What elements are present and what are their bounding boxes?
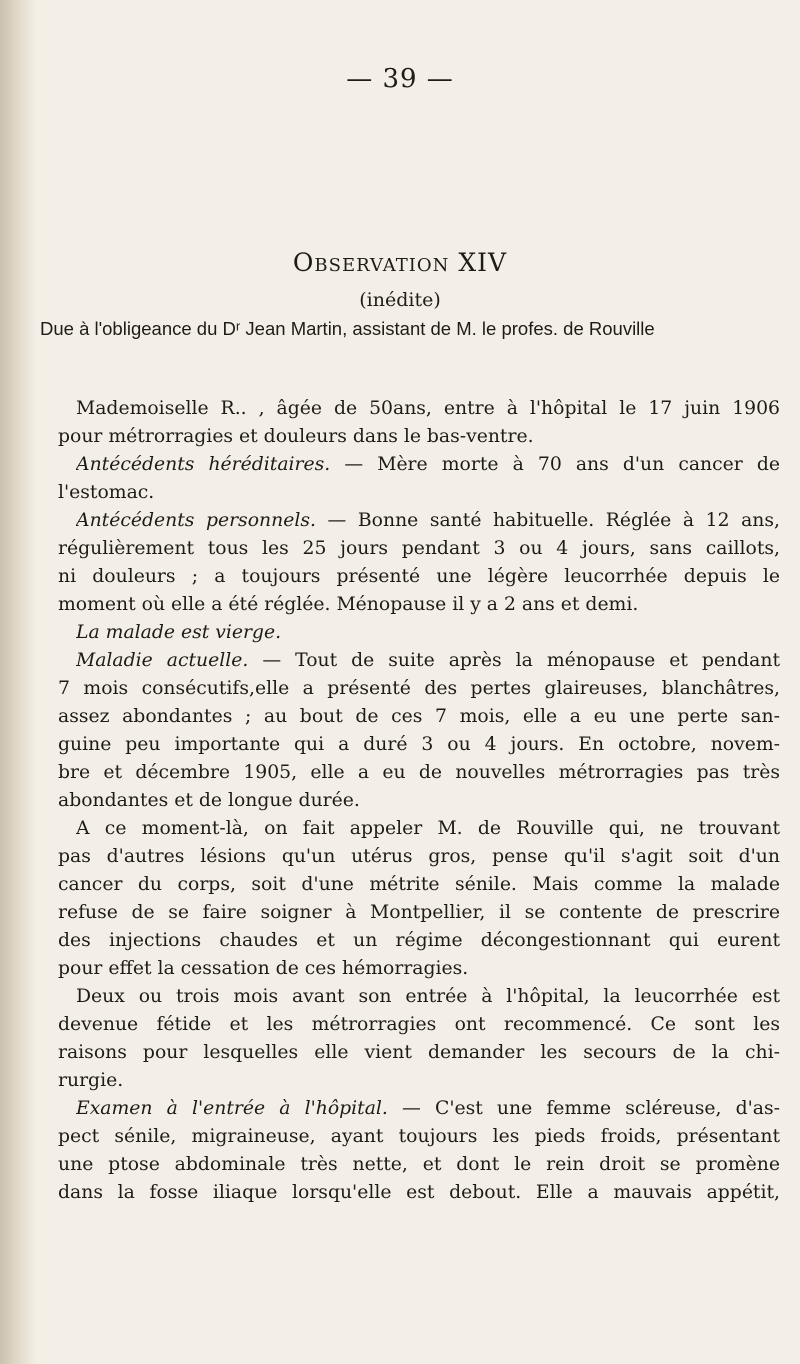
- text-line: Antécédents personnels. — Bonne santé habituelle. Réglée à 12 ans,: [76, 510, 780, 531]
- text-line: dans la fosse iliaque lorsqu'elle est debout. Elle a mauvais appétit,: [58, 1182, 780, 1203]
- text-line: moment où elle a été réglée. Ménopause il y a 2 ans et demi.: [58, 594, 639, 615]
- text-line: Antécédents héréditaires. — Mère morte à 70 ans d'un cancer de: [76, 454, 780, 475]
- text-line: devenue fétide et les métrorragies ont recommencé. Ce sont les: [58, 1014, 780, 1035]
- text-line: bre et décembre 1905, elle a eu de nouvelles métrorragies pas très: [58, 762, 780, 783]
- text-line: cancer du corps, soit d'une métrite sénile. Mais comme la malade: [58, 874, 780, 895]
- text-line: pour effet la cessation de ces hémorragies.: [58, 958, 469, 979]
- text-line: une ptose abdominale très nette, et dont le rein droit se promène: [58, 1154, 780, 1175]
- text-line: assez abondantes ; au bout de ces 7 mois, elle a eu une perte san-: [58, 706, 780, 727]
- text-line: guine peu importante qui a duré 3 ou 4 jours. En octobre, novem-: [58, 734, 780, 755]
- text-line: l'estomac.: [58, 482, 155, 503]
- text-line: pect sénile, migraineuse, ayant toujours les pieds froids, présentant: [58, 1126, 780, 1147]
- credit-line: Due à l'obligeance du Dʳ Jean Martin, assistant de M. le profes. de Rouville: [40, 318, 655, 339]
- text-line: 7 mois consécutifs,elle a présenté des pertes glaireuses, blanchâtres,: [58, 678, 780, 699]
- text-line: Mademoiselle R.. , âgée de 50ans, entre à l'hôpital le 17 juin 1906: [76, 398, 780, 419]
- text-line: régulièrement tous les 25 jours pendant 3 ou 4 jours, sans caillots,: [58, 538, 780, 559]
- text-line: [76, 621, 780, 645]
- text-line: pour métrorragies et douleurs dans le bas-ventre.: [58, 426, 534, 447]
- observation-subtitle: (inédite): [359, 289, 441, 311]
- text-line: Maladie actuelle. — Tout de suite après la ménopause et pendant: [76, 650, 780, 671]
- section-label: Antécédents personnels.: [76, 510, 316, 531]
- text-line: raisons pour lesquelles elle vient demander les secours de la chi-: [58, 1042, 780, 1063]
- text-line: Deux ou trois mois avant son entrée à l'hôpital, la leucorrhée est: [76, 986, 780, 1007]
- section-label: Maladie actuelle.: [76, 650, 249, 671]
- text-line: ni douleurs ; a toujours présenté une légère leucorrhée depuis le: [58, 566, 780, 587]
- page-edge-shadow: [0, 0, 36, 1364]
- section-label: Examen à l'entrée à l'hôpital.: [76, 1098, 388, 1119]
- section-label: La malade est vierge.: [76, 622, 282, 643]
- text-line: pas d'autres lésions qu'un utérus gros, pense qu'il s'agit soit d'un: [58, 846, 780, 867]
- text-line: abondantes et de longue durée.: [58, 790, 360, 811]
- text-line: rurgie.: [58, 1070, 124, 1091]
- text-line: des injections chaudes et un régime décongestionnant qui eurent: [58, 930, 780, 951]
- observation-title: Observation XIV: [292, 248, 508, 277]
- page-number: — 39 —: [346, 64, 454, 94]
- section-label: Antécédents héréditaires.: [76, 454, 331, 475]
- text-line: Examen à l'entrée à l'hôpital. — C'est une femme scléreuse, d'as-: [76, 1098, 780, 1119]
- text-line: refuse de se faire soigner à Montpellier, il se contente de prescrire: [58, 902, 780, 923]
- text-line: A ce moment-là, on fait appeler M. de Rouville qui, ne trouvant: [76, 818, 780, 839]
